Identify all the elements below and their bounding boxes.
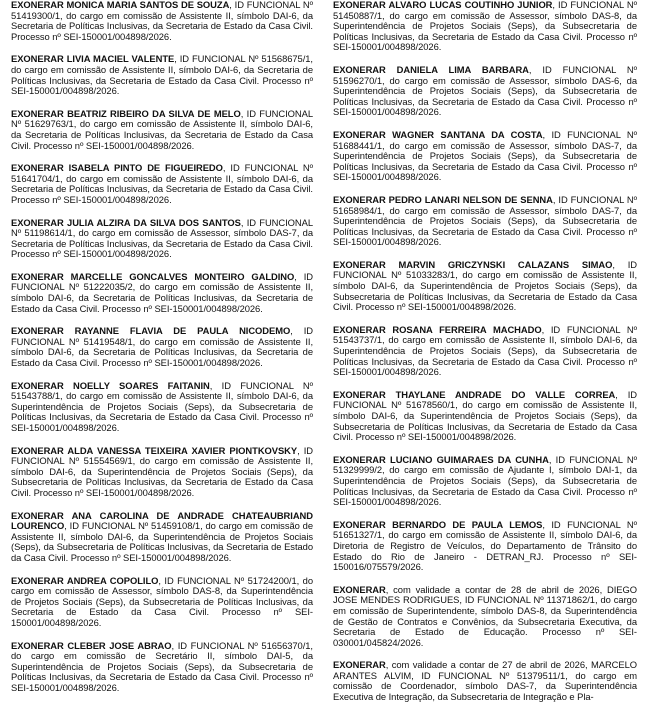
entry-body: , ID FUNCIONAL Nº 51329999/2, do cargo em comissão de Ajudante I, símbolo DAI-1, da Superintendência de Projetos Sociais (Seps), da Subsecretaria de Políticas Inclusivas, da Secretaria de Estado da Casa Civil. Processo nº SEI-150001/004898/2026. bbox=[333, 453, 637, 508]
entry-heading: EXONERAR ALDA VANESSA TEIXEIRA XAVIER PIONTKOVSKY bbox=[11, 444, 298, 456]
decree-entry bbox=[333, 260, 637, 313]
entry-body: , ID FUNCIONAL Nº 51641704/1, do cargo em comissão de Assistente II, símbolo DAI-6, da Secretaria de Políticas Inclusivas, da Secretaria de Estado da Casa Civil. Processo nº SEI-150001/004898/2026. bbox=[11, 162, 313, 205]
decree-entry bbox=[11, 511, 313, 564]
entry-heading: EXONERAR ANDREA COPOLILO bbox=[11, 574, 159, 586]
decree-entry bbox=[11, 54, 313, 96]
decree-entry bbox=[11, 576, 313, 629]
entry-heading: EXONERAR PEDRO LANARI NELSON DE SENNA bbox=[333, 193, 553, 205]
entry-body: , ID FUNCIONAL Nº 51688441/1, do cargo em comissão de Assessor, símbolo DAS-7, da Superintendência de Projetos Sociais (Seps), da Subsecretaria de Políticas Inclusivas, da Secretaria de Estado da Casa Civil. Processo nº SEI-150001/004898/2026. bbox=[333, 128, 637, 183]
entry-heading: EXONERAR LUCIANO GUIMARAES DA CUNHA bbox=[333, 453, 549, 465]
decree-entry bbox=[333, 195, 637, 248]
decree-entry bbox=[11, 381, 313, 434]
entry-body: , ID FUNCIONAL Nº 51596270/1, do cargo em comissão de Assessor, símbolo DAS-6, da Superintendência de Projetos Sociais (Seps), da Subsecretaria de Políticas Inclusivas, da Secretaria de Estado da Casa Civil. Processo nº SEI-150001/004898/2026. bbox=[333, 63, 637, 118]
decree-entry bbox=[333, 130, 637, 183]
entry-heading: EXONERAR ANA CAROLINA DE ANDRADE CHATEAUBRIAND LOURENCO bbox=[11, 509, 313, 532]
entry-heading: EXONERAR WAGNER SANTANA DA COSTA bbox=[333, 128, 543, 140]
decree-entry bbox=[11, 446, 313, 499]
decree-entry bbox=[333, 390, 637, 443]
entry-heading: EXONERAR BEATRIZ RIBEIRO DA SILVA DE MELO bbox=[11, 107, 241, 119]
entry-heading: EXONERAR ROSANA FERREIRA MACHADO bbox=[333, 323, 542, 335]
entry-body: , ID FUNCIONAL Nº 51543788/1, do cargo em comissão de Assistente II, símbolo DAI-6, da Superintendência de Projetos Sociais (Seps), da Subsecretaria de Políticas Inclusivas, da Secretaria de Estado da Casa Civil. Processo nº SEI-150001/004898/2026. bbox=[11, 379, 314, 433]
decree-entry bbox=[11, 326, 313, 368]
decree-entry bbox=[333, 660, 637, 702]
entry-body: , ID FUNCIONAL Nº 51450887/1, do cargo em comissão de Assessor, símbolo DAS-8, da Superintendência de Projetos Sociais (Seps), da Subsecretaria de Políticas Inclusivas, da Secretaria de Estado da Casa Civil. Processo nº SEI-150001/004898/2026. bbox=[333, 0, 637, 53]
decree-entry bbox=[11, 0, 313, 42]
entry-heading: EXONERAR MONICA MARIA SANTOS DE SOUZA bbox=[11, 0, 230, 10]
entry-heading: EXONERAR ALVARO LUCAS COUTINHO JUNIOR bbox=[333, 0, 553, 10]
entry-body: , ID FUNCIONAL Nº 51658984/1, do cargo em comissão de Assessor, símbolo DAS-7, da Superintendência de Projetos Sociais (Seps), da Subsecretaria de Políticas Inclusivas, da Secretaria de Estado da Casa Civil. Processo nº SEI-150001/004898/2026. bbox=[333, 193, 638, 248]
decree-entry bbox=[333, 455, 637, 508]
entry-body: , ID FUNCIONAL Nº 51656370/1, do cargo em comissão de Secretário II, símbolo DAI-5, da Superintendência de Projetos Sociais (Seps), da Subsecretaria de Políticas Inclusivas, da Secretaria de Estado da Casa Civil. Processo nº SEI-150001/004898/2026. bbox=[11, 639, 313, 693]
entry-body: , ID FUNCIONAL Nº 51554569/1, do cargo em comissão de Assistente II, símbolo DAI-6, da Superintendência de Projetos Sociais (Seps), da Subsecretaria de Políticas Inclusivas, da Secretaria de Estado da Casa Civil. Processo nº SEI-150001/004898/2026. bbox=[11, 444, 313, 498]
entry-body: , ID FUNCIONAL Nº 51629763/1, do cargo em comissão de Assistente II, símbolo DAI-6, da Secretaria de Políticas Inclusivas, da Secretaria de Estado da Casa Civil. Processo nº SEI-150001/004898/2026. bbox=[11, 107, 313, 151]
entry-heading: EXONERAR MARCELLE GONCALVES MONTEIRO GALDINO bbox=[11, 270, 295, 282]
decree-entry bbox=[11, 163, 313, 205]
entry-heading: EXONERAR DANIELA LIMA BARBARA bbox=[333, 63, 529, 75]
entry-body: , ID FUNCIONAL Nº 51419548/1, do cargo em comissão de Assistente II, símbolo DAI-6, da Secretaria de Políticas Inclusivas, da Secretaria de Estado da Casa Civil. Processo nº SEI-150001/004898/2026. bbox=[11, 325, 313, 369]
entry-heading: EXONERAR MARVIN GRICZYNSKI CALAZANS SIMAO bbox=[333, 258, 613, 270]
decree-entry bbox=[11, 272, 313, 314]
entry-heading: EXONERAR THAYLANE ANDRADE DO VALLE CORREA bbox=[333, 388, 616, 400]
decree-entry bbox=[11, 109, 313, 151]
entry-body: , ID FUNCIONAL Nº 51459108/1, do cargo em comissão de Assistente II, símbolo DAI-6, da Superintendência de Projetos Sociais (Seps), da Subsecretaria de Políticas Inclusivas, da Secretaria de Estado da Casa Civil. Processo nº SEI-150001/004898/2026. bbox=[11, 520, 313, 563]
entry-heading: EXONERAR NOELLY SOARES FAITANIN bbox=[11, 379, 210, 391]
decree-entry bbox=[333, 325, 637, 378]
entry-heading: EXONERAR bbox=[333, 583, 386, 595]
entry-heading: EXONERAR bbox=[333, 659, 386, 671]
decree-entry bbox=[333, 65, 637, 118]
entry-body: , ID FUNCIONAL Nº 51678560/1, do cargo em comissão de Assistente II, símbolo DAI-6, da Superintendência de Projetos Sociais (Seps), da Subsecretaria de Políticas Inclusivas, da Secretaria de Estado da Casa Civil. Processo nº SEI-150001/004898/2026. bbox=[333, 388, 637, 443]
entry-heading: EXONERAR JULIA ALZIRA DA SILVA DOS SANTOS bbox=[11, 216, 241, 228]
left-column bbox=[11, 0, 313, 705]
entry-heading: EXONERAR RAYANNE FLAVIA DE PAULA NICODEMO bbox=[11, 325, 291, 337]
entry-heading: EXONERAR BERNARDO DE PAULA LEMOS bbox=[333, 518, 543, 530]
entry-body: , ID FUNCIONAL Nº 51543737/1, do cargo em comissão de Assistente II, símbolo DAI-6, da Superintendência de Projetos Sociais (Seps), da Subsecretaria de Políticas Inclusivas, da Secretaria de Estado da Casa Civil. Processo nº SEI-150001/004898/2026. bbox=[333, 323, 637, 378]
entry-body: , com validade a contar de 28 de abril de 2026, DIEGO JOSE MENDES RODRIGUES, ID FUNCIONAL Nº 11371862/1, do cargo em comissão de Superintendente, símbolo DAS-8, da Superintendência de Gestão de Contratos e Convênios, da Subsecretaria Executiva, da Secretaria de Estado de Educação. Processo nº SEI-030001/045824/2026. bbox=[333, 583, 637, 648]
entry-body: , ID FUNCIONAL Nº 51724200/1, do cargo em comissão de Assessor, símbolo DAS-8, da Superintendência de Projetos Sociais (Seps), da Subsecretaria de Políticas Inclusivas, da Secretaria de Estado da Casa Civil. Processo nº SEI-150001/004898/2026. bbox=[11, 574, 314, 628]
decree-entry bbox=[333, 0, 637, 53]
entry-body: , com validade a contar de 27 de abril de 2026, MARCELO ARANTES ALVIM, ID FUNCIONAL Nº 51379511/1, do cargo em comissão de Coordenador, símbolo DAS-7, da Superintendência Executiva de Integração, da Subsecretaria de Integração e Pla- bbox=[333, 659, 637, 703]
decree-entry bbox=[333, 520, 637, 573]
entry-body: , ID FUNCIONAL Nº 51198614/1, do cargo em comissão de Assessor, símbolo DAS-7, da Secretaria de Políticas Inclusivas, da Secretaria de Estado da Casa Civil. Processo nº SEI-150001/004898/2026. bbox=[11, 216, 313, 260]
right-column bbox=[333, 0, 637, 715]
entry-body: , ID FUNCIONAL Nº 51568675/1, do cargo em comissão de Assistente II, símbolo DAI-6, da Secretaria de Políticas Inclusivas, da Secretaria de Estado da Casa Civil. Processo nº SEI-150001/004898/2026. bbox=[11, 53, 313, 97]
entry-body: , ID FUNCIONAL Nº 51033283/1, do cargo em comissão de Assistente II, símbolo DAI-6, da Superintendência de Projetos Sociais (Seps), da Subsecretaria de Políticas Inclusivas, da Secretaria de Estado da Casa Civil. Processo nº SEI-150001/004898/2026. bbox=[333, 258, 637, 313]
decree-entry bbox=[11, 641, 313, 694]
decree-entry bbox=[11, 218, 313, 260]
decree-entry bbox=[333, 585, 637, 649]
entry-body: , ID FUNCIONAL Nº 51651327/1, do cargo em comissão de Assistente II, símbolo DAI-6, da Diretoria de Registro de Veículos, do Departamento de Trânsito do Estado do Rio de Janeiro - DETRAN_RJ. Processo nº SEI-150016/075579/2026. bbox=[333, 518, 637, 573]
entry-heading: EXONERAR LIVIA MACIEL VALENTE bbox=[11, 53, 175, 65]
entry-body: , ID FUNCIONAL Nº 51222035/2, do cargo em comissão de Assistente II, símbolo DAI-6, da Secretaria de Políticas Inclusivas, da Secretaria de Estado da Casa Civil. Processo nº SEI-150001/004898/2026. bbox=[11, 270, 313, 314]
entry-heading: EXONERAR CLEBER JOSE ABRAO bbox=[11, 639, 172, 651]
entry-heading: EXONERAR ISABELA PINTO DE FIGUEIREDO bbox=[11, 162, 223, 174]
entry-body: , ID FUNCIONAL Nº 51419300/1, do cargo em comissão de Assistente II, símbolo DAI-6, da Secretaria de Políticas Inclusivas, da Secretaria de Estado da Casa Civil. Processo nº SEI-150001/004898/2026. bbox=[11, 0, 313, 42]
